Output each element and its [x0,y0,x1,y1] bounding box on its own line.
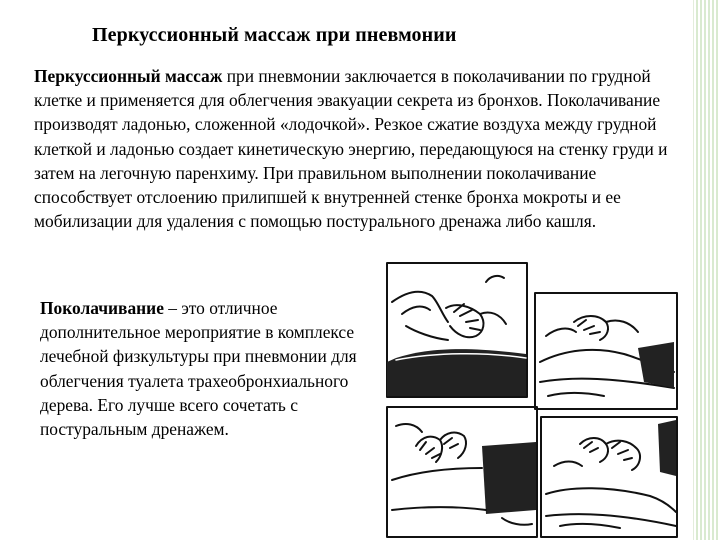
term-percussion-massage: Перкуссионный массаж [34,66,223,86]
decorative-border [693,0,720,540]
percussion-on-back-sketch [540,416,678,538]
paragraph-intro-text: при пневмонии заключается в поколачивании по грудной клетке и применяется для облегчения эвакуации секрета из бронхов. Поколачивание производят ладонью, сложенной «лодочкой». Резкое сжатие воздуха между грудной клеткой и ладонью создает кинетическую энергию, передающуюся на стенку груди и затем на легочную паренхиму. При правильном выполнении поколачивание способствует отслоению прилипшей к внутренней стенке бронха мокроты и ее мобилизации для удаления с помощью постурального дренажа либо кашля. [34,66,668,232]
slide-title: Перкуссионный массаж при пневмонии [92,24,457,46]
term-tapping: Поколачивание [40,298,164,318]
massage-illustration [386,262,678,538]
side-lying-patient-sketch [534,292,678,410]
paragraph-intro [34,64,674,233]
paragraph-tapping [40,296,375,441]
prone-patient-sketch [386,406,538,538]
hand-on-chest-sketch [386,262,528,398]
paragraph-tapping-text: – это отличное дополнительное мероприятие в комплексе лечебной физкультуры при пневмонии для облегчения туалета трахеобронхиального дерева. Его лучше всего сочетать с постуральным дренажем. [40,298,357,440]
